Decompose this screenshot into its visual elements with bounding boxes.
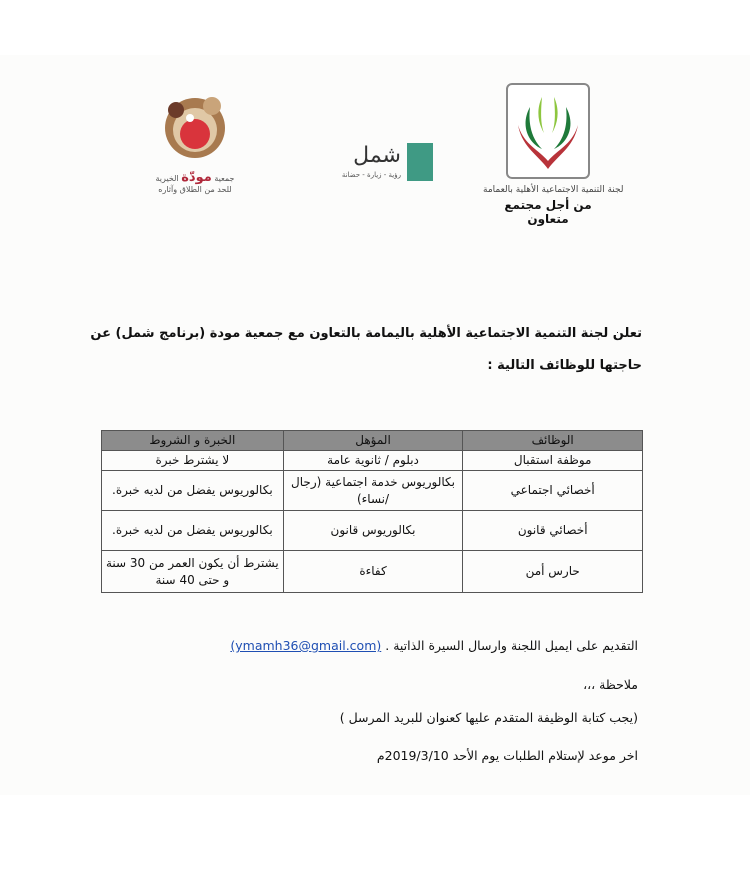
experience-cell: لا يشترط خبرة <box>102 451 284 471</box>
qualification-cell: بكالوريوس قانون <box>283 511 463 551</box>
header-experience: الخبرة و الشروط <box>102 431 284 451</box>
shaml-logo <box>328 143 433 188</box>
intro-line-1: تعلن لجنة التنمية الاجتماعية الأهلية باليمامة بالتعاون مع جمعية مودة (برنامج شمل) عن <box>90 326 642 341</box>
email-link[interactable]: (ymamh36@gmail.com) <box>230 638 382 653</box>
header-jobs: الوظائف <box>463 431 643 451</box>
experience-cell: بكالوريوس يفضل من لديه خبرة. <box>102 471 284 511</box>
intro-line-2: حاجتها للوظائف التالية : <box>487 358 642 373</box>
shaml-name: شمل <box>353 143 401 168</box>
table-row <box>102 511 643 551</box>
apply-text: التقديم على ايميل اللجنة وارسال السيرة الذاتية . <box>385 638 638 653</box>
table-row <box>102 451 643 471</box>
note-text: (يجب كتابة الوظيفة المتقدم عليها كعنوان للبريد المرسل ) <box>339 710 638 725</box>
job-cell: حارس أمن <box>463 551 643 593</box>
apply-line <box>230 638 638 653</box>
qualification-cell: بكالوريوس خدمة اجتماعية (رجال /نساء) <box>283 471 463 511</box>
mawadda-name: مودّة <box>181 170 212 185</box>
table-header-row <box>102 431 643 451</box>
mawadda-prefix: جمعية <box>214 174 235 183</box>
qualification-cell: كفاءة <box>283 551 463 593</box>
experience-cell: بكالوريوس يفضل من لديه خبرة. <box>102 511 284 551</box>
shaml-emblem-icon <box>407 143 433 181</box>
mawadda-suffix: الخيرية <box>155 174 179 183</box>
shaml-tagline: رؤية - زيارة - حضانة <box>341 171 401 179</box>
table-row <box>102 551 643 593</box>
job-cell: أخصائي اجتماعي <box>463 471 643 511</box>
table-row <box>102 471 643 511</box>
mawadda-emblem-icon <box>160 92 230 162</box>
note-label: ملاحظة ،،، <box>583 677 638 692</box>
mawadda-logo <box>140 92 250 207</box>
committee-slogan: من أجل مجتمع متعاون <box>504 198 592 226</box>
deadline-text: اخر موعد لإستلام الطلبات يوم الأحد 2019/3/10م <box>376 748 638 763</box>
committee-logo <box>483 83 624 226</box>
job-cell: أخصائي قانون <box>463 511 643 551</box>
jobs-table <box>101 430 643 593</box>
job-cell: موظفة استقبال <box>463 451 643 471</box>
experience-cell: يشترط أن يكون العمر من 30 سنة و حتى 40 سنة <box>102 551 284 593</box>
committee-emblem-icon <box>506 83 590 179</box>
qualification-cell: دبلوم / ثانوية عامة <box>283 451 463 471</box>
committee-name: لجنة التنمية الاجتماعية الأهلية بالعمامة <box>483 185 624 195</box>
mawadda-tagline: للحد من الطلاق وآثاره <box>158 185 232 194</box>
header-qualification: المؤهل <box>283 431 463 451</box>
